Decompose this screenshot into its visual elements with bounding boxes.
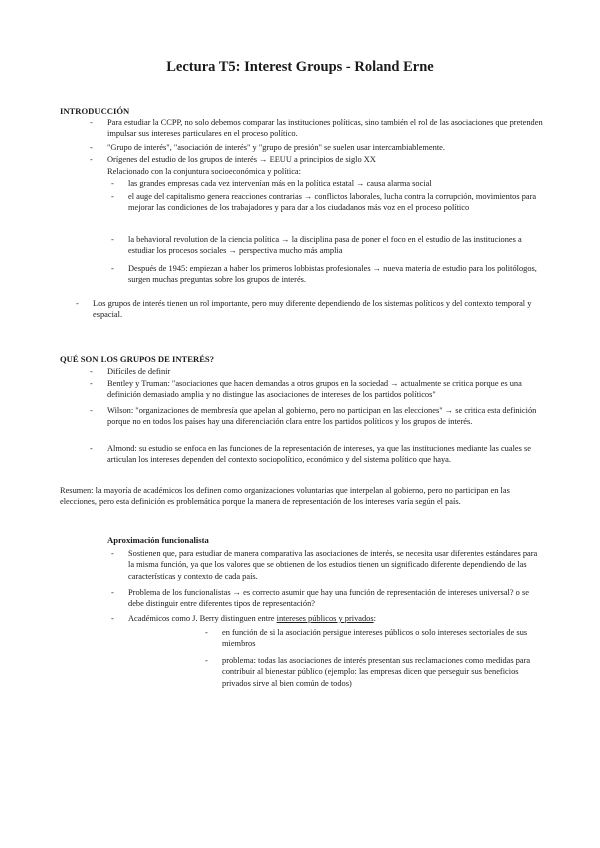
- list-item-text: Académicos como J. Berry distinguen entre: [128, 614, 277, 623]
- list-item-text: Problema de los funcionalistas → es correcto asumir que hay una función de representación de intereses universal? o se debe distinguir entre diferentes tipos de representación?: [128, 588, 529, 609]
- bullet-dash: -: [111, 264, 114, 273]
- bullet-dash: -: [205, 656, 208, 665]
- bullet-dash: -: [90, 155, 93, 164]
- sub-list-item: [111, 234, 540, 257]
- page-title: Lectura T5: Interest Groups - Roland Erne: [166, 59, 434, 75]
- section-heading-introduccion: INTRODUCCIÓN: [60, 106, 130, 116]
- bullet-dash: -: [90, 367, 93, 376]
- section-heading-que-son: QUÉ SON LOS GRUPOS DE INTERÉS?: [60, 354, 215, 364]
- sub-list-item: [205, 627, 542, 650]
- bullet-dash: -: [205, 628, 208, 637]
- sub-list-item: [111, 178, 540, 189]
- bullet-dash: -: [111, 549, 114, 558]
- list-item: [90, 443, 544, 466]
- list-item: [90, 154, 544, 165]
- list-item-text: problema: todas las asociaciones de interés presentan sus reclamaciones como medidas para contribuir al bienestar público (ejemplo: las empresas dicen que perseguir sus beneficios privados sirve al bien común de todos): [222, 656, 531, 688]
- list-item: [90, 142, 544, 153]
- bullet-dash: -: [76, 299, 79, 308]
- bullet-dash: -: [111, 588, 114, 597]
- bullet-dash: -: [111, 192, 114, 201]
- list-item-text: Sostienen que, para estudiar de manera comparativa las asociaciones de interés, se necesita usar diferentes estándares para la misma función, ya que los valores que se obtienen de los estudios tienen un significado diferente dependiendo de las características y contexto de cada país.: [128, 549, 538, 581]
- list-item-text: Difíciles de definir: [107, 367, 171, 376]
- list-item-text: el auge del capitalismo genera reacciones contrarias → conflictos laborales, lucha contra la corrupción, movimientos para mejorar las condiciones de los trabajadores y para dar a los ciudadanos más voz en el proceso político: [128, 192, 537, 213]
- bullet-dash: -: [111, 614, 114, 623]
- list-item-text: Bentley y Truman: "asociaciones que hacen demandas a otros grupos en la sociedad → actualmente se critica porque es una definición demasiado amplia y no distingue las asociaciones de intereses de los partidos políticos": [107, 379, 522, 400]
- bullet-dash: -: [111, 235, 114, 244]
- list-item: [111, 613, 542, 624]
- underlined-term: intereses públicos y privados: [276, 614, 374, 623]
- list-item-text: la behavioral revolution de la ciencia política → la disciplina pasa de poner el foco en el estudio de las instituciones a estudiar los procesos sociales → perspectiva mucho más amplia: [128, 235, 522, 256]
- subsection-heading-funcionalista: Aproximación funcionalista: [107, 535, 209, 545]
- list-item-text: las grandes empresas cada vez intervenían más en la política estatal → causa alarma social: [128, 179, 432, 188]
- list-item-text: Para estudiar la CCPP, no solo debemos comparar las instituciones políticas, sino también el rol de las asociaciones que pretenden impulsar sus intereses particulares en el proceso político.: [107, 118, 543, 139]
- list-item: [90, 405, 544, 428]
- sub-list-item: [111, 191, 540, 214]
- bullet-dash: -: [90, 143, 93, 152]
- list-item-text: "Grupo de interés", "asociación de interés" y "grupo de presión" se suelen usar intercambiablemente.: [107, 143, 445, 152]
- list-item: [76, 298, 543, 321]
- list-item-text: Los grupos de interés tienen un rol importante, pero muy diferente dependiendo de los sistemas políticos y del contexto temporal y espacial.: [93, 299, 532, 320]
- list-item: [90, 378, 544, 401]
- list-item-text: Después de 1945: empiezan a haber los primeros lobbistas profesionales → nueva materia de estudio para los politólogos, surgen muchas preguntas sobre los grupos de interés.: [128, 264, 537, 285]
- list-item-text-end: :: [373, 614, 376, 623]
- list-item-text: Almond: su estudio se enfoca en las funciones de la representación de intereses, ya que las instituciones mediante las cuales se articulan los intereses dependen del contexto sociopolítico, económico y del sistema político que haya.: [107, 444, 531, 465]
- list-item: [111, 548, 542, 582]
- list-item-text: en función de si la asociación persigue intereses públicos o solo intereses sectoriales de sus miembros: [222, 628, 528, 649]
- bullet-dash: -: [111, 179, 114, 188]
- resumen-paragraph: Resumen: la mayoría de académicos los definen como organizaciones voluntarias que interpelan al gobierno, pero no participan en las elecciones, pero esta definición es problemática porque la manera de representación de los intereses varía según el país.: [60, 486, 510, 507]
- list-item: [90, 117, 544, 140]
- sub-paragraph: Relacionado con la conjuntura socioeconómica y política:: [107, 167, 301, 176]
- bullet-dash: -: [90, 118, 93, 127]
- bullet-dash: -: [90, 444, 93, 453]
- list-item: [111, 587, 542, 610]
- sub-list-item: [205, 655, 542, 689]
- list-item: [90, 366, 544, 377]
- sub-list-item: [111, 263, 540, 286]
- bullet-dash: -: [90, 379, 93, 388]
- list-item-text: Orígenes del estudio de los grupos de interés → EEUU a principios de siglo XX: [107, 155, 376, 164]
- list-item-text: Wilson: "organizaciones de membresía que apelan al gobierno, pero no participan en las elecciones" → se critica esta definición porque no en todos los países hay una diferenciación clara entre los partidos políticos y los grupos de interés.: [107, 406, 537, 427]
- bullet-dash: -: [90, 406, 93, 415]
